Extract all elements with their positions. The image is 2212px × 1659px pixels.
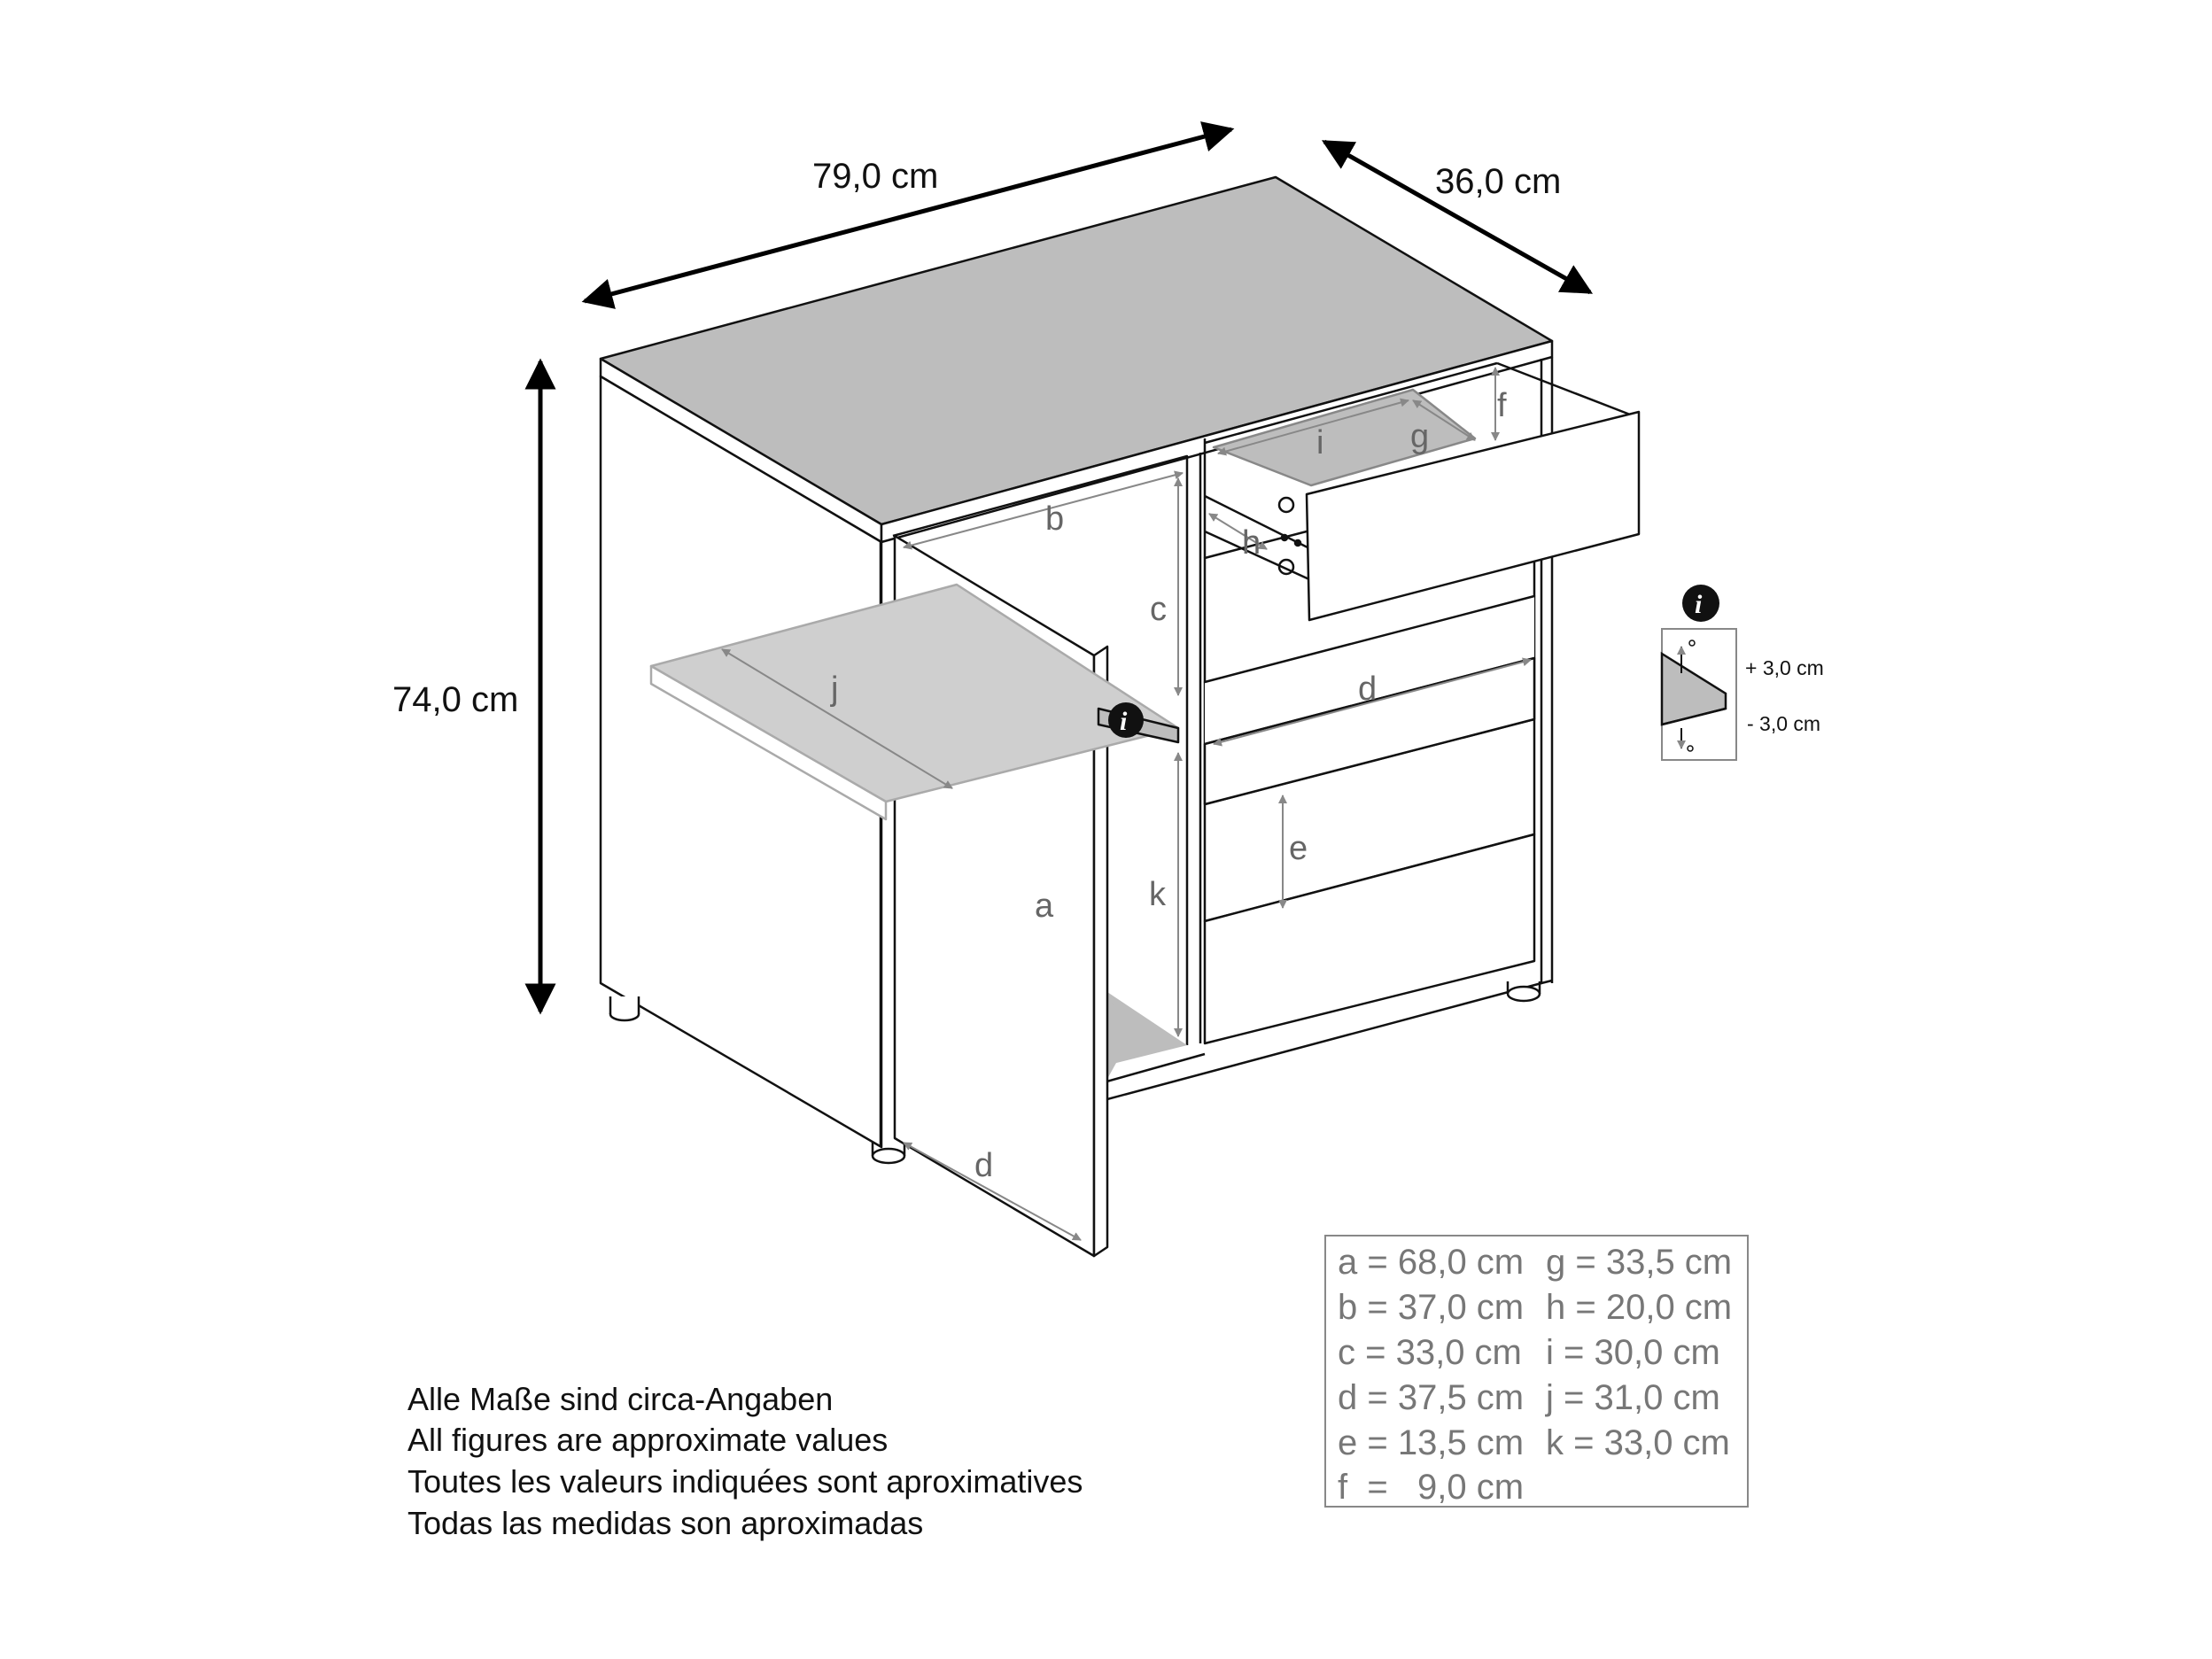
legend-row-3-left: c = 33,0 cm — [1338, 1333, 1522, 1372]
width-label: 79,0 cm — [812, 157, 939, 196]
legend-row-5-right: k = 33,0 cm — [1546, 1423, 1730, 1462]
legend-row-3-right: i = 30,0 cm — [1546, 1333, 1720, 1372]
label-i: i — [1316, 424, 1324, 461]
svg-text:i: i — [1695, 590, 1703, 619]
label-j: j — [831, 671, 839, 708]
shelf-adjust-minus: - 3,0 cm — [1747, 712, 1821, 735]
info-icon-detail — [1682, 585, 1719, 622]
label-b: b — [1045, 500, 1065, 538]
legend-row-4-left: d = 37,5 cm — [1338, 1378, 1525, 1417]
label-a: a — [1035, 888, 1054, 925]
legend-row-1-right: g = 33,5 cm — [1546, 1243, 1733, 1282]
note-es: Todas las medidas son aproximadas — [407, 1505, 924, 1541]
label-c: c — [1150, 591, 1167, 628]
legend-row-5-left: e = 13,5 cm — [1338, 1423, 1525, 1462]
label-f: f — [1497, 387, 1507, 424]
label-d-drawer: d — [1358, 671, 1378, 708]
note-en: All figures are approximate values — [407, 1422, 889, 1458]
dimension-legend — [1325, 1236, 1748, 1507]
depth-label: 36,0 cm — [1435, 162, 1562, 201]
label-k: k — [1149, 876, 1166, 913]
note-de: Alle Maße sind circa-Angaben — [407, 1381, 834, 1417]
note-fr: Toutes les valeurs indiquées sont aproximatives — [407, 1463, 1083, 1500]
legend-row-2-left: b = 37,0 cm — [1338, 1288, 1525, 1327]
foot-right — [1508, 987, 1540, 1001]
shelf-adjust-plus: + 3,0 cm — [1745, 656, 1824, 679]
label-g: g — [1410, 418, 1430, 455]
foot-left-front — [873, 1149, 904, 1163]
label-h: h — [1242, 524, 1261, 562]
legend-row-4-right: j = 31,0 cm — [1546, 1378, 1720, 1417]
legend-row-1-left: a = 68,0 cm — [1338, 1243, 1525, 1282]
info-icon — [1108, 702, 1144, 738]
approximation-notes — [407, 1381, 1083, 1541]
legend-row-6-left: f = 9,0 cm — [1338, 1468, 1525, 1507]
label-d-door: d — [974, 1147, 994, 1184]
legend-row-2-right: h = 20,0 cm — [1546, 1288, 1733, 1327]
label-e: e — [1289, 830, 1308, 867]
svg-text:i: i — [1120, 707, 1128, 736]
height-label: 74,0 cm — [392, 680, 519, 719]
shelf-adjust-detail — [1662, 585, 1736, 760]
